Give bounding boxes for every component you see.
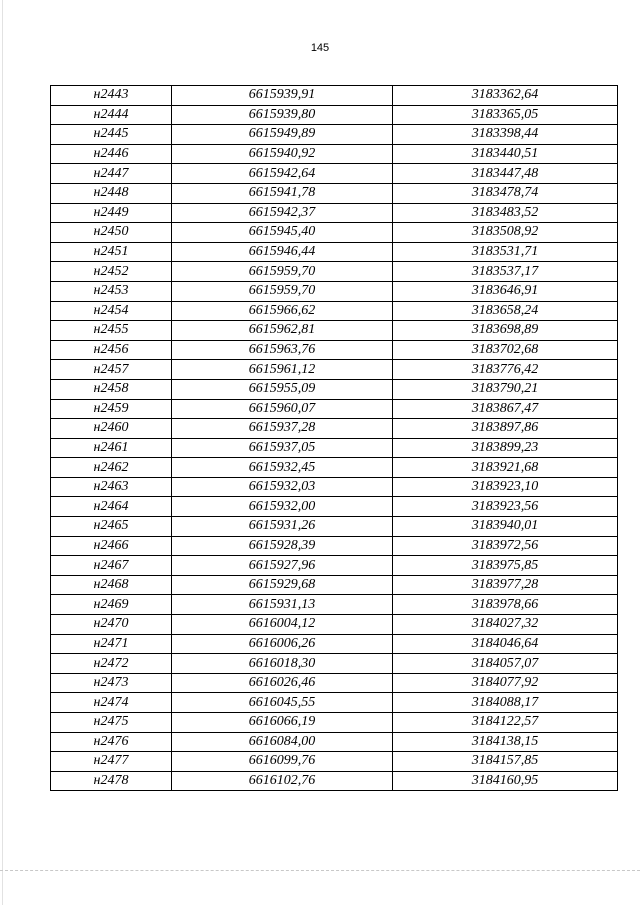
table-row <box>51 497 618 517</box>
table-row <box>51 203 618 223</box>
x-coordinate-cell: 6615966,62 <box>172 301 393 321</box>
y-coordinate-cell: 3184057,07 <box>393 654 618 674</box>
table-row <box>51 673 618 693</box>
coordinates-table <box>50 85 618 791</box>
x-coordinate-cell: 6615960,07 <box>172 399 393 419</box>
x-coordinate-cell: 6615927,96 <box>172 556 393 576</box>
point-id-cell: н2448 <box>51 183 172 203</box>
x-coordinate-cell: 6615932,03 <box>172 477 393 497</box>
y-coordinate-cell: 3183398,44 <box>393 125 618 145</box>
point-id-cell: н2452 <box>51 262 172 282</box>
x-coordinate-cell: 6615931,13 <box>172 595 393 615</box>
table-row <box>51 693 618 713</box>
point-id-cell: н2470 <box>51 615 172 635</box>
y-coordinate-cell: 3183537,17 <box>393 262 618 282</box>
table-row <box>51 713 618 733</box>
x-coordinate-cell: 6615955,09 <box>172 379 393 399</box>
point-id-cell: н2466 <box>51 536 172 556</box>
table-row <box>51 458 618 478</box>
point-id-cell: н2455 <box>51 321 172 341</box>
y-coordinate-cell: 3184138,15 <box>393 732 618 752</box>
y-coordinate-cell: 3184157,85 <box>393 752 618 772</box>
table-row <box>51 575 618 595</box>
x-coordinate-cell: 6615959,70 <box>172 262 393 282</box>
y-coordinate-cell: 3184160,95 <box>393 771 618 791</box>
x-coordinate-cell: 6615946,44 <box>172 242 393 262</box>
point-id-cell: н2445 <box>51 125 172 145</box>
x-coordinate-cell: 6615963,76 <box>172 340 393 360</box>
x-coordinate-cell: 6615932,45 <box>172 458 393 478</box>
x-coordinate-cell: 6615959,70 <box>172 281 393 301</box>
point-id-cell: н2464 <box>51 497 172 517</box>
y-coordinate-cell: 3183940,01 <box>393 517 618 537</box>
y-coordinate-cell: 3183646,91 <box>393 281 618 301</box>
point-id-cell: н2459 <box>51 399 172 419</box>
point-id-cell: н2469 <box>51 595 172 615</box>
y-coordinate-cell: 3183478,74 <box>393 183 618 203</box>
table-row <box>51 125 618 145</box>
table-row <box>51 281 618 301</box>
table-row <box>51 183 618 203</box>
x-coordinate-cell: 6615940,92 <box>172 144 393 164</box>
point-id-cell: н2461 <box>51 438 172 458</box>
table-row <box>51 438 618 458</box>
y-coordinate-cell: 3184046,64 <box>393 634 618 654</box>
point-id-cell: н2478 <box>51 771 172 791</box>
y-coordinate-cell: 3184077,92 <box>393 673 618 693</box>
x-coordinate-cell: 6615939,91 <box>172 86 393 106</box>
point-id-cell: н2446 <box>51 144 172 164</box>
table-row <box>51 771 618 791</box>
y-coordinate-cell: 3183867,47 <box>393 399 618 419</box>
y-coordinate-cell: 3183531,71 <box>393 242 618 262</box>
table-row <box>51 752 618 772</box>
x-coordinate-cell: 6615939,80 <box>172 105 393 125</box>
y-coordinate-cell: 3183897,86 <box>393 419 618 439</box>
table-row <box>51 164 618 184</box>
y-coordinate-cell: 3183365,05 <box>393 105 618 125</box>
x-coordinate-cell: 6615929,68 <box>172 575 393 595</box>
y-coordinate-cell: 3184088,17 <box>393 693 618 713</box>
table-row <box>51 654 618 674</box>
y-coordinate-cell: 3183508,92 <box>393 223 618 243</box>
point-id-cell: н2447 <box>51 164 172 184</box>
point-id-cell: н2444 <box>51 105 172 125</box>
x-coordinate-cell: 6616102,76 <box>172 771 393 791</box>
x-coordinate-cell: 6616045,55 <box>172 693 393 713</box>
point-id-cell: н2475 <box>51 713 172 733</box>
y-coordinate-cell: 3183698,89 <box>393 321 618 341</box>
y-coordinate-cell: 3183923,10 <box>393 477 618 497</box>
table-row <box>51 634 618 654</box>
coordinates-table-body <box>51 86 618 791</box>
table-row <box>51 242 618 262</box>
table-row <box>51 321 618 341</box>
y-coordinate-cell: 3183790,21 <box>393 379 618 399</box>
point-id-cell: н2453 <box>51 281 172 301</box>
x-coordinate-cell: 6615941,78 <box>172 183 393 203</box>
table-row <box>51 86 618 106</box>
table-row <box>51 517 618 537</box>
point-id-cell: н2462 <box>51 458 172 478</box>
point-id-cell: н2476 <box>51 732 172 752</box>
x-coordinate-cell: 6615942,64 <box>172 164 393 184</box>
point-id-cell: н2463 <box>51 477 172 497</box>
point-id-cell: н2460 <box>51 419 172 439</box>
point-id-cell: н2458 <box>51 379 172 399</box>
x-coordinate-cell: 6615942,37 <box>172 203 393 223</box>
point-id-cell: н2457 <box>51 360 172 380</box>
x-coordinate-cell: 6615937,05 <box>172 438 393 458</box>
point-id-cell: н2443 <box>51 86 172 106</box>
point-id-cell: н2454 <box>51 301 172 321</box>
table-row <box>51 477 618 497</box>
y-coordinate-cell: 3183899,23 <box>393 438 618 458</box>
y-coordinate-cell: 3183658,24 <box>393 301 618 321</box>
y-coordinate-cell: 3183702,68 <box>393 340 618 360</box>
scan-left-edge <box>2 0 3 905</box>
table-row <box>51 595 618 615</box>
point-id-cell: н2471 <box>51 634 172 654</box>
table-row <box>51 399 618 419</box>
x-coordinate-cell: 6615928,39 <box>172 536 393 556</box>
x-coordinate-cell: 6616099,76 <box>172 752 393 772</box>
x-coordinate-cell: 6615949,89 <box>172 125 393 145</box>
x-coordinate-cell: 6616026,46 <box>172 673 393 693</box>
x-coordinate-cell: 6615962,81 <box>172 321 393 341</box>
point-id-cell: н2468 <box>51 575 172 595</box>
x-coordinate-cell: 6616084,00 <box>172 732 393 752</box>
x-coordinate-cell: 6616004,12 <box>172 615 393 635</box>
scan-artifact-line <box>0 870 640 871</box>
y-coordinate-cell: 3183923,56 <box>393 497 618 517</box>
table-row <box>51 536 618 556</box>
y-coordinate-cell: 3183975,85 <box>393 556 618 576</box>
table-row <box>51 732 618 752</box>
table-row <box>51 105 618 125</box>
x-coordinate-cell: 6616006,26 <box>172 634 393 654</box>
y-coordinate-cell: 3183972,56 <box>393 536 618 556</box>
point-id-cell: н2449 <box>51 203 172 223</box>
point-id-cell: н2472 <box>51 654 172 674</box>
y-coordinate-cell: 3183776,42 <box>393 360 618 380</box>
x-coordinate-cell: 6615961,12 <box>172 360 393 380</box>
y-coordinate-cell: 3183447,48 <box>393 164 618 184</box>
y-coordinate-cell: 3183978,66 <box>393 595 618 615</box>
point-id-cell: н2450 <box>51 223 172 243</box>
x-coordinate-cell: 6615931,26 <box>172 517 393 537</box>
table-row <box>51 419 618 439</box>
table-row <box>51 615 618 635</box>
x-coordinate-cell: 6615937,28 <box>172 419 393 439</box>
x-coordinate-cell: 6615945,40 <box>172 223 393 243</box>
y-coordinate-cell: 3183440,51 <box>393 144 618 164</box>
point-id-cell: н2473 <box>51 673 172 693</box>
y-coordinate-cell: 3183483,52 <box>393 203 618 223</box>
point-id-cell: н2477 <box>51 752 172 772</box>
table-row <box>51 340 618 360</box>
table-row <box>51 262 618 282</box>
page-number: 145 <box>310 42 330 54</box>
x-coordinate-cell: 6615932,00 <box>172 497 393 517</box>
point-id-cell: н2451 <box>51 242 172 262</box>
y-coordinate-cell: 3183921,68 <box>393 458 618 478</box>
y-coordinate-cell: 3184122,57 <box>393 713 618 733</box>
table-row <box>51 223 618 243</box>
point-id-cell: н2456 <box>51 340 172 360</box>
y-coordinate-cell: 3183362,64 <box>393 86 618 106</box>
y-coordinate-cell: 3183977,28 <box>393 575 618 595</box>
x-coordinate-cell: 6616066,19 <box>172 713 393 733</box>
table-row <box>51 556 618 576</box>
point-id-cell: н2467 <box>51 556 172 576</box>
table-row <box>51 379 618 399</box>
point-id-cell: н2474 <box>51 693 172 713</box>
point-id-cell: н2465 <box>51 517 172 537</box>
table-row <box>51 301 618 321</box>
y-coordinate-cell: 3184027,32 <box>393 615 618 635</box>
x-coordinate-cell: 6616018,30 <box>172 654 393 674</box>
table-row <box>51 360 618 380</box>
table-row <box>51 144 618 164</box>
